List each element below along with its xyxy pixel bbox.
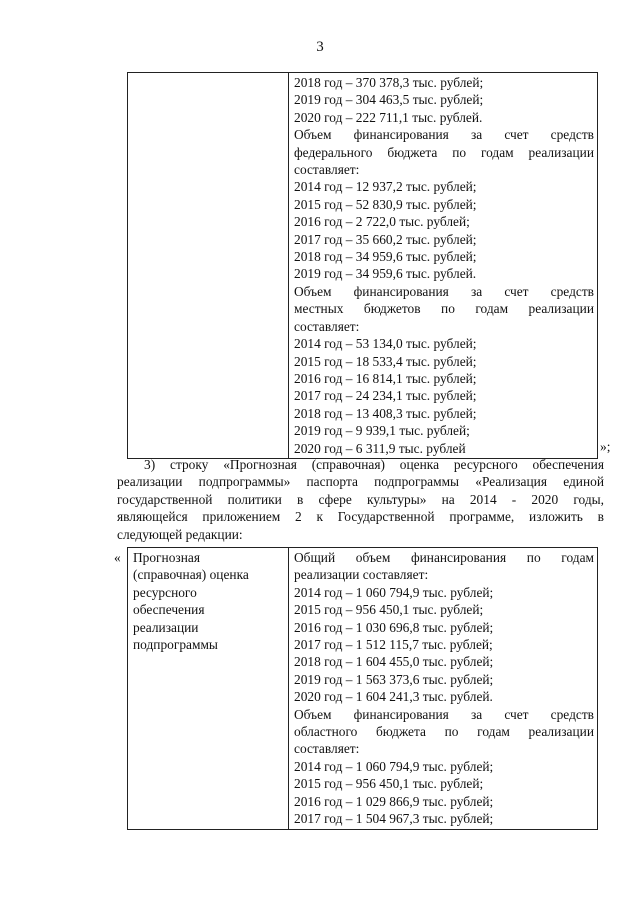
- table-left-cell: [128, 548, 289, 830]
- text-line: федерального бюджета по годам реализации: [294, 144, 594, 160]
- text-line: 2018 год – 13 408,3 тыс. рублей;: [294, 405, 477, 421]
- resource-forecast-table: [127, 547, 598, 830]
- text-line: Объем финансирования за счет средств: [294, 127, 594, 143]
- table-left-cell: [128, 73, 289, 459]
- paragraph-line: государственной политики в сфере культуры» на 2014 - 2020 годы,: [117, 491, 604, 507]
- text-line: 2018 год – 370 378,3 тыс. рублей;: [294, 75, 484, 90]
- text-line: 2020 год – 1 604 241,3 тыс. рублей.: [294, 689, 493, 705]
- text-line: областного бюджета по годам реализации: [294, 724, 594, 740]
- text-line: реализации составляет:: [294, 567, 429, 583]
- text-line: ресурсного: [133, 584, 197, 600]
- table-row: [128, 548, 598, 830]
- text-line: составляет:: [294, 162, 360, 178]
- amendment-paragraph: [117, 456, 604, 543]
- text-line: 2020 год – 6 311,9 тыс. рублей: [294, 440, 466, 456]
- closing-quote: »;: [600, 439, 611, 454]
- text-line: 2016 год – 1 030 696,8 тыс. рублей;: [294, 619, 494, 635]
- text-line: реализации: [133, 619, 199, 635]
- page-number: 3: [316, 39, 324, 55]
- row-title: [128, 548, 288, 654]
- text-line: 2019 год – 9 939,1 тыс. рублей;: [294, 423, 470, 439]
- text-line: 2016 год – 1 029 866,9 тыс. рублей;: [294, 793, 494, 809]
- text-line: составляет:: [294, 741, 360, 757]
- text-line: местных бюджетов по годам реализации: [294, 301, 594, 317]
- text-line: 2018 год – 1 604 455,0 тыс. рублей;: [294, 654, 494, 670]
- text-line: составляет:: [294, 318, 360, 334]
- text-line: Объем финансирования за счет средств: [294, 283, 594, 299]
- funding-lines: [289, 548, 597, 829]
- text-line: 2014 год – 53 134,0 тыс. рублей;: [294, 336, 477, 352]
- text-line: 2014 год – 1 060 794,9 тыс. рублей;: [294, 758, 494, 774]
- table-right-cell: [289, 73, 598, 459]
- text-line: 2015 год – 18 533,4 тыс. рублей;: [294, 353, 477, 369]
- text-line: 2019 год – 34 959,6 тыс. рублей.: [294, 266, 477, 282]
- paragraph-line: реализации подпрограммы» паспорта подпрограммы «Реализация единой: [117, 474, 604, 490]
- paragraph-line: 3) строку «Прогнозная (справочная) оценка ресурсного обеспечения: [144, 457, 604, 472]
- text-line: 2015 год – 52 830,9 тыс. рублей;: [294, 196, 477, 212]
- text-line: подпрограммы: [133, 637, 218, 653]
- paragraph-line: являющейся приложением 2 к Государственной программе, изложить в: [117, 509, 604, 525]
- text-line: 2019 год – 304 463,5 тыс. рублей;: [294, 92, 484, 108]
- text-line: Общий объем финансирования по годам: [294, 550, 594, 565]
- opening-quote: «: [114, 550, 121, 565]
- text-line: 2014 год – 1 060 794,9 тыс. рублей;: [294, 584, 494, 600]
- table-row: [128, 73, 598, 459]
- text-line: 2018 год – 34 959,6 тыс. рублей;: [294, 249, 477, 265]
- text-line: 2015 год – 956 450,1 тыс. рублей;: [294, 602, 484, 618]
- table-right-cell: [289, 548, 598, 830]
- text-line: Прогнозная: [133, 550, 200, 565]
- text-line: (справочная) оценка: [133, 567, 249, 583]
- text-line: 2015 год – 956 450,1 тыс. рублей;: [294, 776, 484, 792]
- text-line: 2016 год – 16 814,1 тыс. рублей;: [294, 370, 477, 386]
- text-line: 2020 год – 222 711,1 тыс. рублей.: [294, 109, 483, 125]
- funding-lines: [289, 73, 597, 458]
- paragraph-line: следующей редакции:: [117, 526, 243, 542]
- funding-table-continued: [127, 72, 598, 459]
- text-line: 2016 год – 2 722,0 тыс. рублей;: [294, 214, 470, 230]
- text-line: 2014 год – 12 937,2 тыс. рублей;: [294, 179, 477, 195]
- text-line: 2017 год – 1 504 967,3 тыс. рублей;: [294, 811, 494, 827]
- text-line: 2017 год – 35 660,2 тыс. рублей;: [294, 231, 477, 247]
- text-line: обеспечения: [133, 602, 205, 618]
- text-line: Объем финансирования за счет средств: [294, 706, 594, 722]
- text-line: 2019 год – 1 563 373,6 тыс. рублей;: [294, 671, 494, 687]
- text-line: 2017 год – 24 234,1 тыс. рублей;: [294, 388, 477, 404]
- text-line: 2017 год – 1 512 115,7 тыс. рублей;: [294, 637, 493, 653]
